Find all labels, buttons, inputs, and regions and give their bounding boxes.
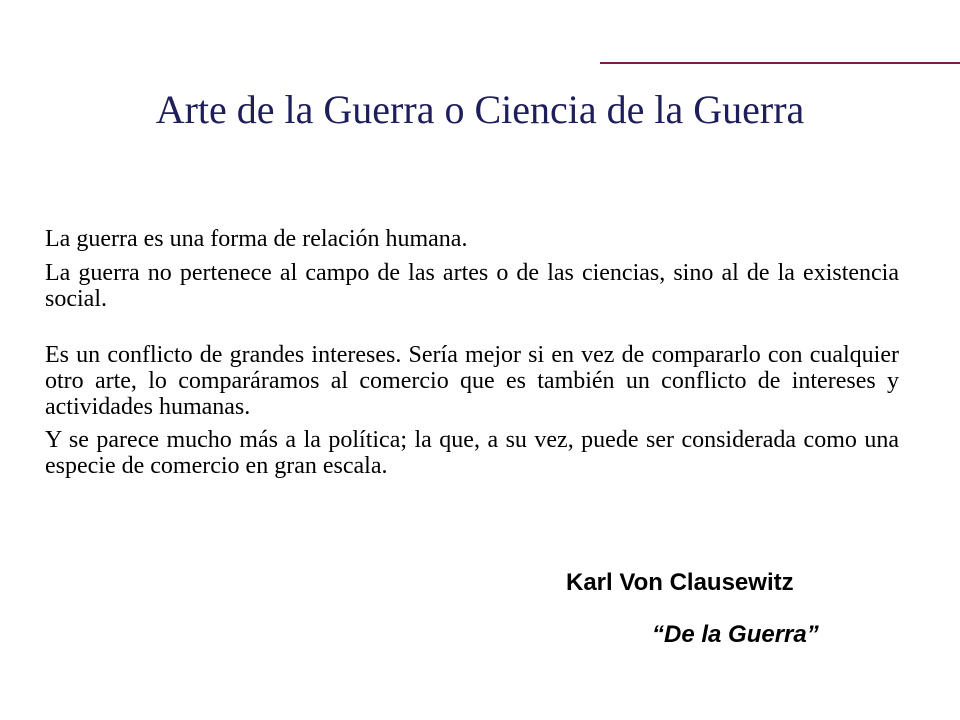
top-accent-rule — [600, 62, 960, 64]
paragraph-3: Es un conflicto de grandes intereses. Sería mejor si en vez de compararlo con cualquier otro arte, lo comparáramos al comercio que es también un conflicto de intereses y actividades humanas. — [45, 342, 899, 420]
paragraph-2: La guerra no pertenece al campo de las artes o de las ciencias, sino al de la existencia social. — [45, 260, 899, 312]
quote-source-work: “De la Guerra” — [652, 621, 819, 648]
slide-body — [45, 226, 899, 479]
paragraph-1: La guerra es una forma de relación humana. — [45, 226, 468, 252]
paragraph-4: Y se parece mucho más a la política; la que, a su vez, puede ser considerada como una especie de comercio en gran escala. — [45, 427, 899, 479]
quote-author: Karl Von Clausewitz — [566, 569, 794, 596]
slide-title: Arte de la Guerra o Ciencia de la Guerra — [155, 87, 805, 132]
